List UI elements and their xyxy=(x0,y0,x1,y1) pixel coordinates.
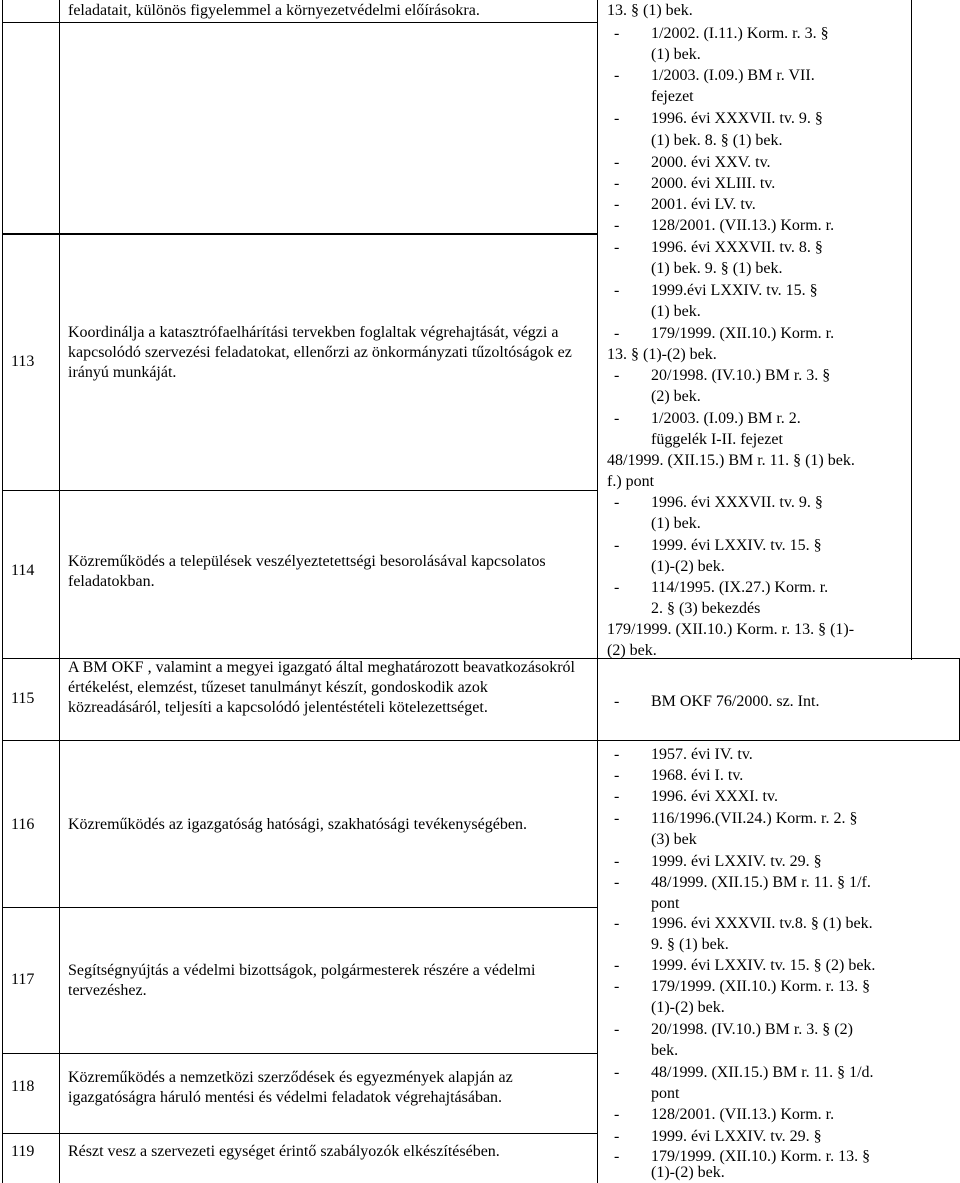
row-divider xyxy=(2,740,960,741)
reference-dash: - xyxy=(614,767,620,784)
legal-reference-line: (1) bek. xyxy=(651,515,701,532)
legal-reference-line: (1)-(2) bek. xyxy=(651,999,725,1016)
row-description: Közreműködés a nemzetközi szerződések és egyezmények alapján az igazgatóságra háruló mentési és védelmi feladatok végrehajtásában. xyxy=(68,1069,513,1106)
row-description: Közreműködés az igazgatóság hatósági, szakhatósági tevékenységében. xyxy=(68,816,527,833)
row-number: 115 xyxy=(11,690,35,707)
legal-reference-line: 9. § (1) bek. xyxy=(651,936,729,953)
legal-reference-line: 48/1999. (XII.15.) BM r. 11. § 1/f. xyxy=(651,874,871,891)
row-description: Segítségnyújtás a védelmi bizottságok, polgármesterek részére a védelmi tervezéshez. xyxy=(68,962,536,999)
row-divider xyxy=(2,907,598,908)
legal-reference-line: (3) bek xyxy=(651,831,697,848)
legal-reference-line: pont xyxy=(651,895,680,912)
reference-dash: - xyxy=(614,282,620,299)
legal-reference-line: (1)-(2) bek. xyxy=(651,558,725,575)
column-divider-ref xyxy=(597,0,598,1183)
reference-dash: - xyxy=(614,874,620,891)
reference-dash: - xyxy=(614,915,620,932)
legal-reference-line: 1999. évi LXXIV. tv. 29. § xyxy=(651,853,822,870)
legal-reference-line: (2) bek. xyxy=(651,388,701,405)
reference-dash: - xyxy=(614,537,620,554)
legal-reference-line: 20/1998. (IV.10.) BM r. 3. § xyxy=(651,367,831,384)
reference-dash: - xyxy=(614,367,620,384)
reference-dash: - xyxy=(614,746,620,763)
legal-reference-line: függelék I-II. fejezet xyxy=(651,431,783,448)
reference-dash: - xyxy=(614,579,620,596)
legal-reference-line: 48/1999. (XII.15.) BM r. 11. § (1) bek. xyxy=(607,452,855,469)
table-border-left xyxy=(2,0,3,1183)
reference-dash: - xyxy=(614,217,620,234)
legal-reference-line: 1999.évi LXXIV. tv. 15. § xyxy=(651,282,818,299)
reference-dash: - xyxy=(614,978,620,995)
reference-dash: - xyxy=(614,110,620,127)
legal-reference-line: 2000. évi XXV. tv. xyxy=(651,154,771,171)
legal-reference-line: 1/2003. (I.09.) BM r. VII. xyxy=(651,67,815,84)
legal-reference-line: pont xyxy=(651,1085,680,1102)
legal-reference-line: 1/2002. (I.11.) Korm. r. 3. § xyxy=(651,25,829,42)
legal-reference-line: 2. § (3) bekezdés xyxy=(651,600,761,617)
legal-reference-line: fejezet xyxy=(651,88,694,105)
row-number: 113 xyxy=(11,353,35,370)
legal-reference-line: 1/2003. (I.09.) BM r. 2. xyxy=(651,410,801,427)
legal-reference-line: (1)-(2) bek. xyxy=(651,1164,725,1181)
legal-reference-line: 179/1999. (XII.10.) Korm. r. 13. § xyxy=(651,1148,871,1165)
row-divider xyxy=(2,234,598,235)
row-number: 118 xyxy=(11,1078,35,1095)
reference-dash: - xyxy=(614,1148,620,1165)
reference-dash: - xyxy=(614,196,620,213)
reference-dash: - xyxy=(614,1021,620,1038)
legal-reference-line: (2) bek. xyxy=(607,642,657,659)
row-divider xyxy=(2,490,598,491)
row-description: Közreműködés a települések veszélyeztetettségi besorolásával kapcsolatos feladatokban. xyxy=(68,553,546,590)
legal-reference-line: 179/1999. (XII.10.) Korm. r. xyxy=(651,325,835,342)
legal-reference-line: 1996. évi XXXI. tv. xyxy=(651,788,778,805)
reference-dash: - xyxy=(614,957,620,974)
reference-dash: - xyxy=(614,1064,620,1081)
reference-dash: - xyxy=(614,175,620,192)
legal-reference-line: 1999. évi LXXIV. tv. 15. § (2) bek. xyxy=(651,957,876,974)
reference-dash: - xyxy=(614,154,620,171)
legal-reference-line: 13. § (1) bek. xyxy=(607,2,693,19)
row-description: Koordinálja a katasztrófaelhárítási tervekben foglaltak végrehajtását, végzi a kapcsolódó szervezési feladatokat, ellenőrzi az önkormányzati tűzoltóságok ez irányú munkáját. xyxy=(68,324,572,381)
legal-reference-line: 1957. évi IV. tv. xyxy=(651,746,753,763)
reference-dash: - xyxy=(614,67,620,84)
legal-reference-line: 20/1998. (IV.10.) BM r. 3. § (2) xyxy=(651,1021,853,1038)
legal-reference-line: 116/1996.(VII.24.) Korm. r. 2. § xyxy=(651,810,858,827)
legal-reference-line: 128/2001. (VII.13.) Korm. r. xyxy=(651,1106,835,1123)
row-description: Részt vesz a szervezeti egységet érintő szabályozók elkészítésében. xyxy=(68,1143,500,1160)
legal-reference-line: bek. xyxy=(651,1042,679,1059)
legal-reference-line: 1996. évi XXXVII. tv. 8. § xyxy=(651,239,823,256)
legal-reference-line: 1968. évi I. tv. xyxy=(651,767,744,784)
row-divider xyxy=(2,1053,598,1054)
row-divider xyxy=(2,22,598,23)
legal-reference-line: 114/1995. (IX.27.) Korm. r. xyxy=(651,579,829,596)
reference-dash: - xyxy=(614,853,620,870)
reference-dash: - xyxy=(614,494,620,511)
legal-reference-line: (1) bek. xyxy=(651,303,701,320)
legal-reference-line: 128/2001. (VII.13.) Korm. r. xyxy=(651,217,835,234)
row-number: 116 xyxy=(11,816,35,833)
legal-reference-line: 2001. évi LV. tv. xyxy=(651,196,756,213)
legal-reference-line: 179/1999. (XII.10.) Korm. r. 13. § xyxy=(651,978,871,995)
legal-reference-line: 1996. évi XXXVII. tv. 9. § xyxy=(651,110,823,127)
row-number: 117 xyxy=(11,971,35,988)
legal-reference-line: (1) bek. 8. § (1) bek. xyxy=(651,132,783,149)
reference-dash: - xyxy=(614,239,620,256)
reference-dash: - xyxy=(614,810,620,827)
legal-reference-line: f.) pont xyxy=(607,473,655,490)
legal-reference-line: 1999. évi LXXIV. tv. 29. § xyxy=(651,1128,822,1145)
legal-reference-line: 13. § (1)-(2) bek. xyxy=(607,346,717,363)
legal-reference-line: 2000. évi XLIII. tv. xyxy=(651,175,776,192)
row-description: A BM OKF , valamint a megyei igazgató által meghatározott beavatkozásokról értékelést, elemzést, tűzeset tanulmányt készít, gondoskodik azok közreadásáról, teljesíti a kapcsolódó jelentéstételi kötelezettséget. xyxy=(68,659,575,716)
row-number: 114 xyxy=(11,562,35,579)
reference-dash: - xyxy=(614,25,620,42)
legal-reference-line: 1996. évi XXXVII. tv.8. § (1) bek. xyxy=(651,915,873,932)
reference-dash: - xyxy=(614,410,620,427)
legal-reference-line: 179/1999. (XII.10.) Korm. r. 13. § (1)- xyxy=(607,621,855,638)
column-divider-num xyxy=(59,0,60,1183)
reference-dash: - xyxy=(614,788,620,805)
legal-reference-line: (1) bek. 9. § (1) bek. xyxy=(651,260,783,277)
continuation-text: feladatait, különös figyelemmel a környezetvédelmi előírásokra. xyxy=(68,2,480,19)
reference-dash: - xyxy=(614,1128,620,1145)
row-number: 119 xyxy=(11,1143,35,1160)
column-divider-right xyxy=(911,0,912,660)
reference-dash: - xyxy=(614,693,620,710)
legal-reference-line: 1996. évi XXXVII. tv. 9. § xyxy=(651,494,823,511)
legal-reference-line: BM OKF 76/2000. sz. Int. xyxy=(651,693,820,710)
reference-dash: - xyxy=(614,1106,620,1123)
legal-reference-line: (1) bek. xyxy=(651,46,701,63)
row-divider xyxy=(2,1133,598,1134)
legal-reference-line: 48/1999. (XII.15.) BM r. 11. § 1/d. xyxy=(651,1064,874,1081)
legal-reference-line: 1999. évi LXXIV. tv. 15. § xyxy=(651,537,822,554)
reference-dash: - xyxy=(614,325,620,342)
